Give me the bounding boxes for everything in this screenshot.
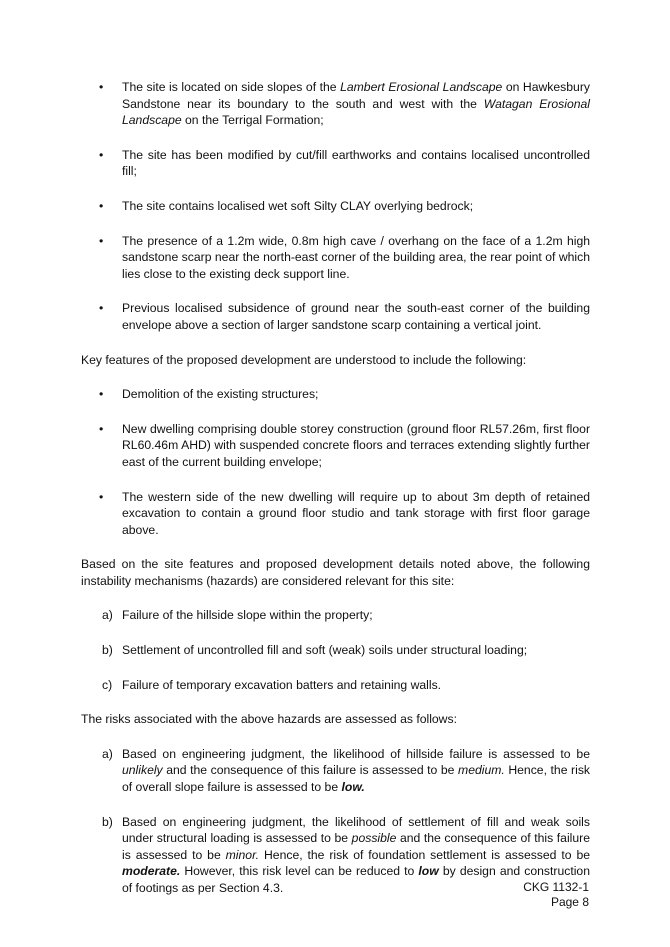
page-body [81, 79, 590, 897]
emphasis-bold-italic: moderate. [122, 864, 181, 879]
risks-list [81, 746, 590, 897]
development-feature-item-text: The western side of the new dwelling will require up to about 3m depth of retained excavation to contain a ground floor studio and tank storage with first floor garage above. [122, 489, 590, 537]
list-marker: a) [102, 746, 113, 761]
risk-item-text: Based on engineering judgment, the likelihood of settlement of fill and weak soils under structural loading is assessed to be possible and the consequence of this failure is assessed to be minor. Hence, the risk of foundation settlement is assessed to be moderate. However, this risk level can be reduced to low by design and construction of footings as per Section 4.3. [122, 814, 590, 895]
site-feature-item-text: The site has been modified by cut/fill earthworks and contains localised uncontrolled fill; [122, 147, 590, 179]
development-features-list [81, 386, 590, 538]
hazard-item [81, 642, 590, 659]
emphasis-bold-italic: low. [341, 780, 365, 795]
site-feature-item-text: Previous localised subsidence of ground near the south-east corner of the building envelope above a section of larger sandstone scarp containing a vertical joint. [122, 301, 590, 332]
bullet-marker: • [99, 80, 104, 94]
document-reference: CKG 1132-1 [523, 880, 589, 894]
emphasis-italic: unlikely [122, 763, 163, 778]
list-marker: b) [102, 643, 113, 658]
list-marker: c) [102, 677, 113, 692]
risk-item-text: Based on engineering judgment, the likelihood of hillside failure is assessed to be unlikely and the consequence of this failure is assessed to be medium. Hence, the risk of overall slope failure is assessed to be low. [122, 746, 591, 795]
site-feature-item [81, 198, 590, 215]
development-intro: Key features of the proposed development are understood to include the following: [81, 352, 527, 367]
hazard-item [81, 677, 590, 694]
emphasis-italic: possible [351, 831, 397, 846]
hazards-list [81, 607, 590, 693]
site-features-list [81, 79, 590, 334]
emphasis-italic: minor. [225, 847, 260, 862]
site-feature-item [81, 79, 590, 129]
site-feature-item [81, 300, 590, 333]
development-feature-item [81, 489, 590, 539]
site-feature-item-text: The presence of a 1.2m wide, 0.8m high cave / overhang on the face of a 1.2m high sandstone scarp near the north-east corner of the building area, the rear point of which lies close to the existing deck support line. [122, 233, 590, 281]
development-feature-item-text: New dwelling comprising double storey construction (ground floor RL57.26m, first floor RL60.46m AHD) with suspended concrete floors and terraces extending slightly further east of the current building envelope; [122, 421, 590, 469]
hazard-item-text: Settlement of uncontrolled fill and soft (weak) soils under structural loading; [122, 643, 528, 658]
bullet-marker: • [99, 301, 104, 316]
hazard-item-text: Failure of temporary excavation batters and retaining walls. [122, 677, 442, 692]
page-footer [523, 880, 589, 910]
risks-intro: The risks associated with the above hazards are assessed as follows: [81, 712, 457, 727]
site-feature-item-text: The site is located on side slopes of the Lambert Erosional Landscape on Hawkesbury Sandstone near its boundary to the south and west with the Watagan Erosional Landscape on the Terrigal Formation; [122, 80, 590, 128]
list-marker: b) [102, 814, 113, 829]
page-number: Page 8 [550, 895, 589, 909]
list-marker: a) [102, 608, 113, 623]
development-feature-item [81, 386, 590, 403]
bullet-marker: • [99, 387, 104, 402]
site-feature-item [81, 233, 590, 283]
site-feature-item-text: The site contains localised wet soft Silty CLAY overlying bedrock; [122, 198, 474, 213]
emphasis-italic: medium. [458, 763, 505, 778]
hazards-intro: Based on the site features and proposed development details noted above, the following instability mechanisms (hazards) are considered relevant for this site: [81, 557, 590, 588]
site-feature-item [81, 147, 590, 180]
bullet-marker: • [99, 147, 104, 162]
emphasis-italic: Lambert Erosional Landscape [340, 80, 503, 94]
bullet-marker: • [99, 198, 104, 213]
bullet-marker: • [99, 489, 104, 504]
emphasis-italic: Watagan Erosional Landscape [122, 96, 590, 128]
bullet-marker: • [99, 421, 104, 436]
development-feature-item [81, 421, 590, 471]
development-feature-item-text: Demolition of the existing structures; [122, 387, 319, 402]
risk-item [81, 746, 590, 796]
hazard-item [81, 607, 590, 624]
bullet-marker: • [99, 233, 104, 248]
hazard-item-text: Failure of the hillside slope within the property; [122, 608, 373, 623]
emphasis-bold-italic: low [418, 864, 439, 879]
risk-item [81, 814, 590, 897]
